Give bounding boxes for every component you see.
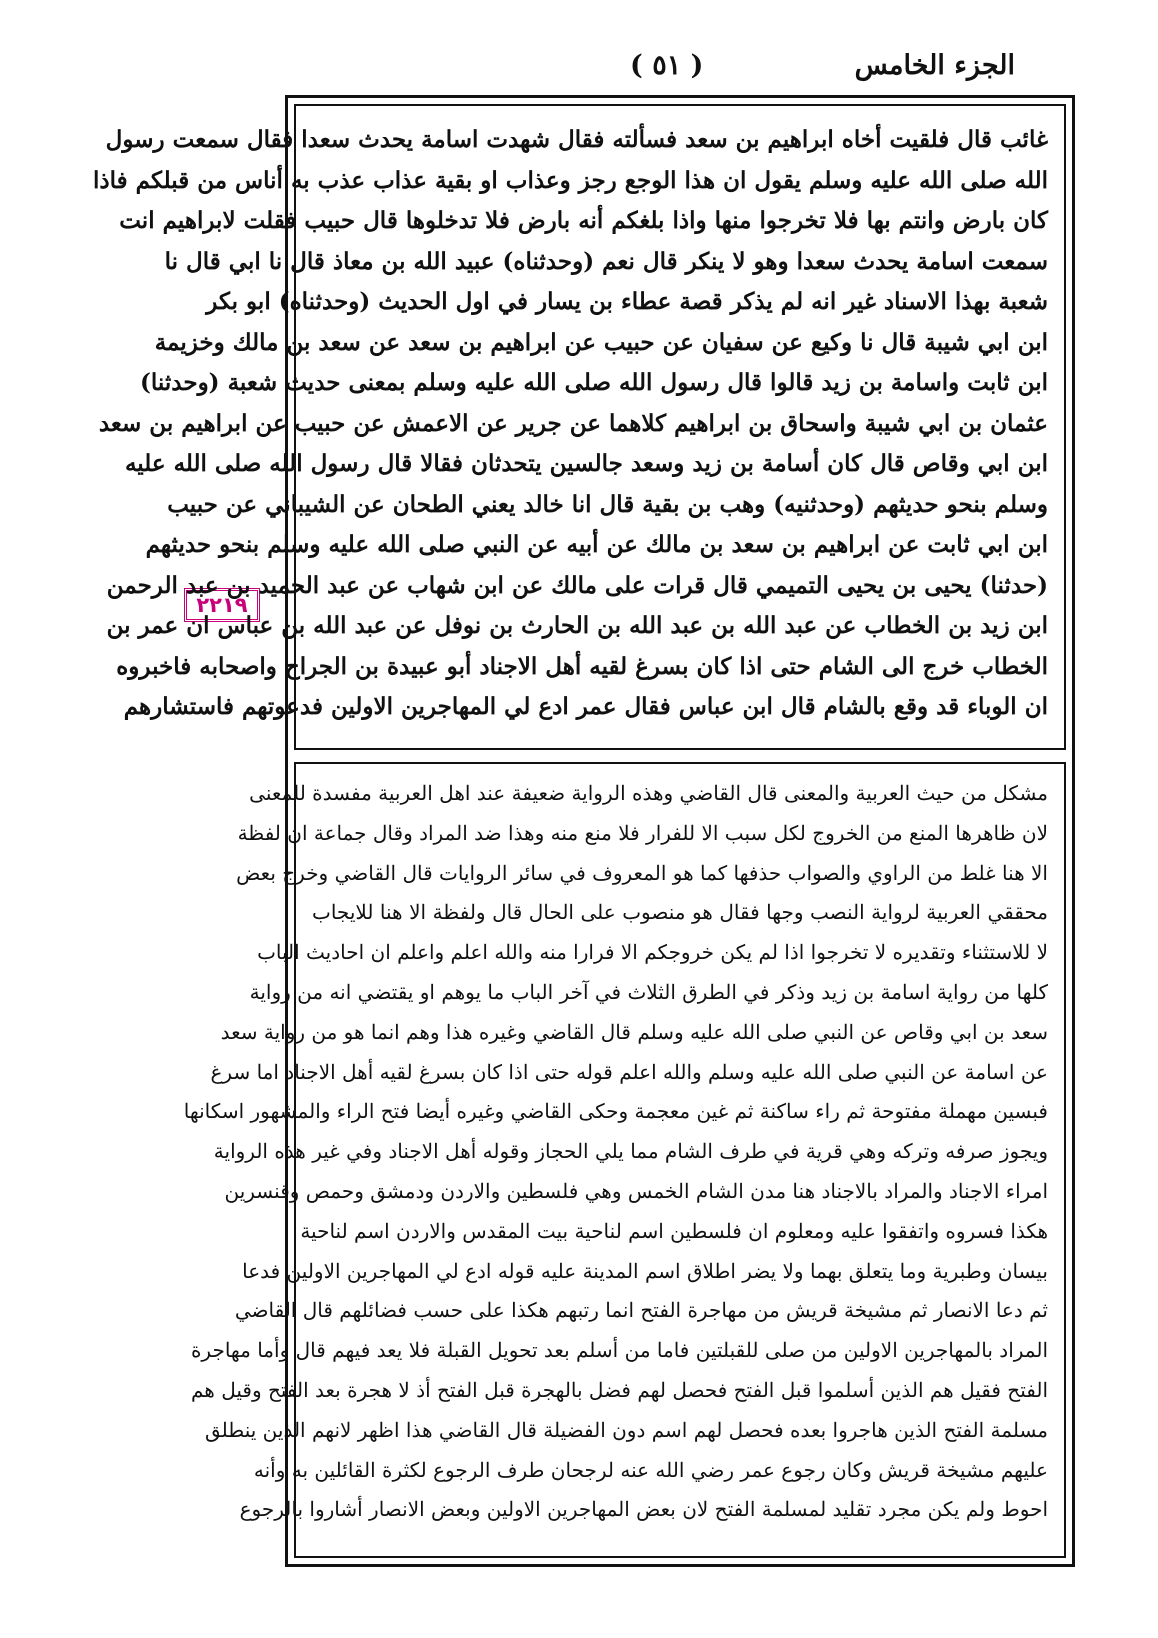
- commentary-line: الفتح فقيل هم الذين أسلموا قبل الفتح فحصل لهم فضل بالهجرة قبل الفتح أذ لا هجرة بعد الفتح وقيل هم: [190, 1377, 1048, 1402]
- commentary-line: محققي العربية لرواية النصب وجها فقال هو منصوب على الحال قال ولفظة الا هنا للايجاب: [312, 900, 1048, 925]
- main-text-line: ابن ابي شيبة قال نا وكيع عن سفيان عن حبيب عن ابراهيم بن سعد عن سعد بن مالك وخزيمة: [154, 328, 1048, 356]
- main-text-line: (حدثنا) يحيى بن يحيى التميمي قال قرات على مالك عن ابن شهاب عن عبد الحميد بن عبد الرحمن: [106, 571, 1048, 599]
- commentary-line: هكذا فسروه واتفقوا عليه ومعلوم ان فلسطين اسم لناحية بيت المقدس والاردن اسم لناحية: [300, 1218, 1048, 1243]
- page-number: ( ٥١ ): [630, 50, 704, 81]
- commentary-line: ثم دعا الانصار ثم مشيخة قريش من مهاجرة الفتح انما رتبهم هكذا على حسب فضائلهم قال القاضي: [234, 1298, 1048, 1323]
- commentary-line: احوط ولم يكن مجرد تقليد لمسلمة الفتح لان بعض المهاجرين الاولين وبعض الانصار أشاروا بالرجوع: [239, 1497, 1048, 1522]
- commentary-line: لا للاستثناء وتقديره لا تخرجوا اذا لم يكن خروجكم الا فرارا منه والله اعلم واعلم ان احاديث الباب: [257, 940, 1048, 965]
- main-text-line: ابن ابي وقاص قال كان أسامة بن زيد وسعد جالسين يتحدثان فقالا قال رسول الله صلى الله عليه: [124, 450, 1048, 477]
- commentary-line: امراء الاجناد والمراد بالاجناد هنا مدن الشام الخمس وهي فلسطين والاردن ودمشق وحمص وقنسرين: [224, 1178, 1048, 1203]
- commentary-box: [183, 762, 1066, 1558]
- hadith-number-badge: ٢٢١٩: [184, 588, 260, 622]
- main-text-line: ابن زيد بن الخطاب عن عبد الله بن عبد الله بن الحارث بن نوفل عن عبد الله بن عباس ان عمر بن: [106, 612, 1048, 639]
- commentary-line: مشكل من حيث العربية والمعنى قال القاضي وهذه الرواية ضعيفة عند اهل العربية مفسدة للمعنى: [249, 781, 1048, 805]
- commentary-line: كلها من رواية اسامة بن زيد وذكر في الطرق الثلاث في آخر الباب ما يوهم او يقتضي انه من رواية: [249, 979, 1048, 1004]
- commentary-line: المراد بالمهاجرين الاولين من صلى للقبلتين فاما من أسلم بعد تحويل القبلة فلا يعد فيهم قال وأما مهاجرة: [190, 1338, 1048, 1363]
- commentary-line: الا هنا غلط من الراوي والصواب حذفها كما هو المعروف في سائر الروايات قال القاضي وخرج بعض: [236, 860, 1048, 885]
- main-text-line: سمعت اسامة يحدث سعدا وهو لا ينكر قال نعم (وحدثناه) عبيد الله بن معاذ قال نا ابي قال نا: [164, 247, 1048, 275]
- main-text-line: ان الوباء قد وقع بالشام قال ابن عباس فقال عمر ادع لي المهاجرين الاولين فدعوتهم فاستشارهم: [123, 693, 1048, 720]
- commentary-line: بيسان وطبرية وما يتعلق بهما ولا يضر اطلاق اسم المدينة عليه قوله ادع لي المهاجرين الاولين فدعا: [242, 1258, 1048, 1283]
- main-text-line: غائب قال فلقيت أخاه ابراهيم بن سعد فسألته فقال شهدت اسامة يحدث سعدا فقال سمعت رسول: [105, 126, 1048, 153]
- part-title: الجزء الخامس: [854, 50, 1015, 81]
- main-text-line: ابن ابي ثابت عن ابراهيم بن سعد بن مالك عن أبيه عن النبي صلى الله عليه وسلم بنحو حديثهم: [145, 531, 1048, 558]
- commentary-line: عليهم مشيخة قريش وكان رجوع عمر رضي الله عنه لرجحان طرف الرجوع لكثرة القائلين به وأنه: [253, 1457, 1048, 1482]
- main-text-line: عثمان بن ابي شيبة واسحاق بن ابراهيم كلاهما عن جرير عن الاعمش عن حبيب عن ابراهيم بن سعد: [98, 409, 1048, 437]
- main-text-line: الله صلى الله عليه وسلم يقول ان هذا الوجع رجز وعذاب او بقية عذاب عذب به أناس من قبلكم فاذا: [93, 166, 1048, 194]
- page-header: [285, 46, 1015, 90]
- commentary-line: فبسين مهملة مفتوحة ثم راء ساكنة ثم غين معجمة وحكى القاضي وغيره أيضا فتح الراء والمشهور اسكانها: [183, 1099, 1048, 1124]
- main-text-line: شعبة بهذا الاسناد غير انه لم يذكر قصة عطاء بن يسار في اول الحديث (وحدثناه) ابو بكر: [206, 288, 1048, 315]
- main-text-line: وسلم بنحو حديثهم (وحدثنيه) وهب بن بقية قال انا خالد يعني الطحان عن الشيباني عن حبيب: [167, 490, 1048, 518]
- commentary-line: مسلمة الفتح الذين هاجروا بعده فحصل لهم اسم دون الفضيلة قال القاضي هذا اظهر لانهم الذين ينطلق: [204, 1417, 1048, 1442]
- commentary-line: سعد بن ابي وقاص عن النبي صلى الله عليه وسلم قال القاضي وغيره هذا وهم انما هو من رواية سعد: [220, 1019, 1048, 1044]
- main-text-line: كان بارض وانتم بها فلا تخرجوا منها واذا بلغكم أنه بارض فلا تدخلوها قال حبيب فقلت لابراهيم انت: [119, 207, 1048, 234]
- main-text-line: ابن ثابت واسامة بن زيد قالوا قال رسول الله صلى الله عليه وسلم بمعنى حديث شعبة (وحدثنا): [140, 369, 1048, 396]
- commentary-line: ويجوز صرفه وتركه وهي قرية في طرف الشام مما يلي الحجاز وقوله أهل الاجناد وفي غير هذه الرواية: [213, 1139, 1048, 1164]
- commentary-line: عن اسامة عن النبي صلى الله عليه وسلم والله اعلم قوله حتى اذا كان بسرغ لقيه أهل الاجناد اما سرغ: [210, 1059, 1048, 1084]
- commentary-line: لان ظاهرها المنع من الخروج لكل سبب الا للفرار فلا منع منه وهذا ضد المراد وقال جماعة ان لفظة: [237, 820, 1048, 845]
- main-text-line: الخطاب خرج الى الشام حتى اذا كان بسرغ لقيه أهل الاجناد أبو عبيدة بن الجراح واصحابه فاخبروه: [116, 652, 1048, 680]
